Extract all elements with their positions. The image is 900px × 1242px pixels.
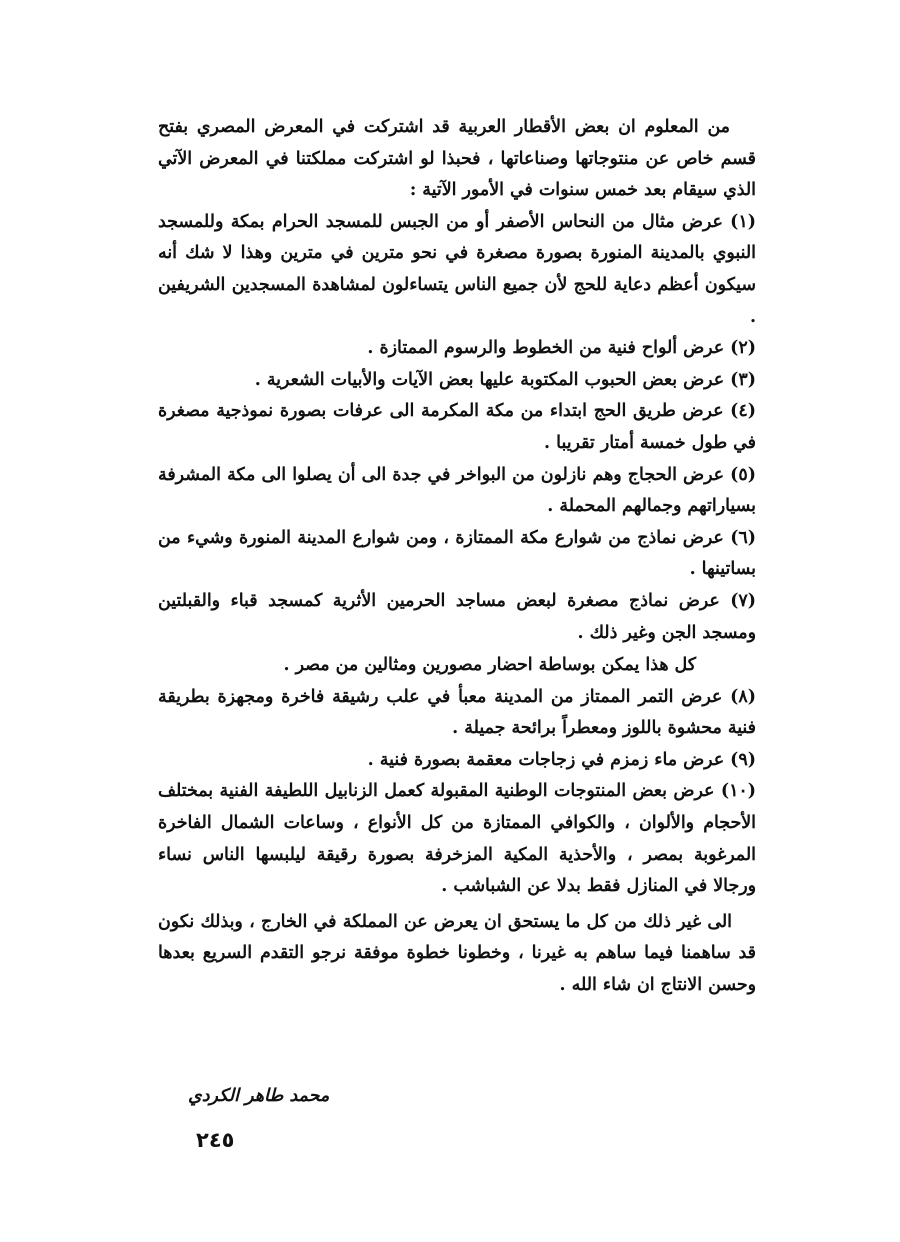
author-signature: محمد طاهر الكردي bbox=[188, 1086, 330, 1106]
list-item-8: (٨) عرض التمر الممتاز من المدينة معبأ في علب رشيقة فاخرة ومجهزة بطريقة فنية محشوة باللوز ومعطراً برائحة جميلة . bbox=[158, 686, 756, 739]
note-paragraph: كل هذا يمكن بوساطة احضار مصورين ومثالين من مصر . bbox=[283, 655, 696, 676]
list-item-3: (٣) عرض بعض الحبوب المكتوبة عليها بعض الآيات والأبيات الشعرية . bbox=[254, 369, 756, 390]
list-item-10: (١٠) عرض بعض المنتوجات الوطنية المقبولة كعمل الزنابيل اللطيفة الفنية بمختلف الأحجام والألوان ، والكوافي الممتازة من كل الأنواع ، وساعات الشمال الفاخرة المرغوبة بمصر ، والأحذية المكية المزخرفة بصورة رقيقة ليلبسها الناس نساء ورجالا في المنازل فقط بدلا عن الشباشب . bbox=[158, 781, 756, 897]
list-item-9: (٩) عرض ماء زمزم في زجاجات معقمة بصورة فنية . bbox=[367, 749, 756, 770]
article-body bbox=[158, 112, 756, 1002]
page-number: ٢٤٥ bbox=[196, 1128, 235, 1152]
list-item-6: (٦) عرض نماذج من شوارع مكة الممتازة ، ومن شوارع المدينة المنورة وشيء من بساتينها . bbox=[158, 527, 756, 580]
list-item-1: (١) عرض مثال من النحاس الأصفر أو من الجبس للمسجد الحرام بمكة وللمسجد النبوي بالمدينة المنورة بصورة مصغرة في نحو مترين في مترين وهذا لا شك أنه سيكون أعظم دعاية للحج لأن جميع الناس يتساءلون لمشاهدة المسجدين الشريفين . bbox=[158, 211, 756, 327]
list-item-4: (٤) عرض طريق الحج ابتداء من مكة المكرمة الى عرفات بصورة نموذجية مصغرة في طول خمسة أمتار تقريبا . bbox=[158, 401, 756, 453]
list-item-2: (٢) عرض ألواح فنية من الخطوط والرسوم الممتازة . bbox=[367, 338, 756, 359]
list-item-7: (٧) عرض نماذج مصغرة لبعض مساجد الحرمين الأثرية كمسجد قباء والقبلتين ومسجد الجن وغير ذلك . bbox=[158, 590, 756, 643]
closing-paragraph: الى غير ذلك من كل ما يستحق ان يعرض عن المملكة في الخارج ، وبذلك نكون قد ساهمنا فيما ساهم به غيرنا ، وخطونا خطوة موفقة نرجو التقدم السريع بعدها وحسن الانتاج ان شاء الله . bbox=[158, 911, 756, 996]
list-item-5: (٥) عرض الحجاج وهم نازلون من البواخر في جدة الى أن يصلوا الى مكة المشرفة بسياراتهم وجمالهم المحملة . bbox=[158, 464, 756, 517]
intro-paragraph: من المعلوم ان بعض الأقطار العربية قد اشتركت في المعرض المصري بفتح قسم خاص عن منتوجاتها وصناعاتها ، فحبذا لو اشتركت مملكتنا في المعرض الآتي الذي سيقام بعد خمس سنوات في الأمور الآتية : bbox=[158, 117, 756, 201]
